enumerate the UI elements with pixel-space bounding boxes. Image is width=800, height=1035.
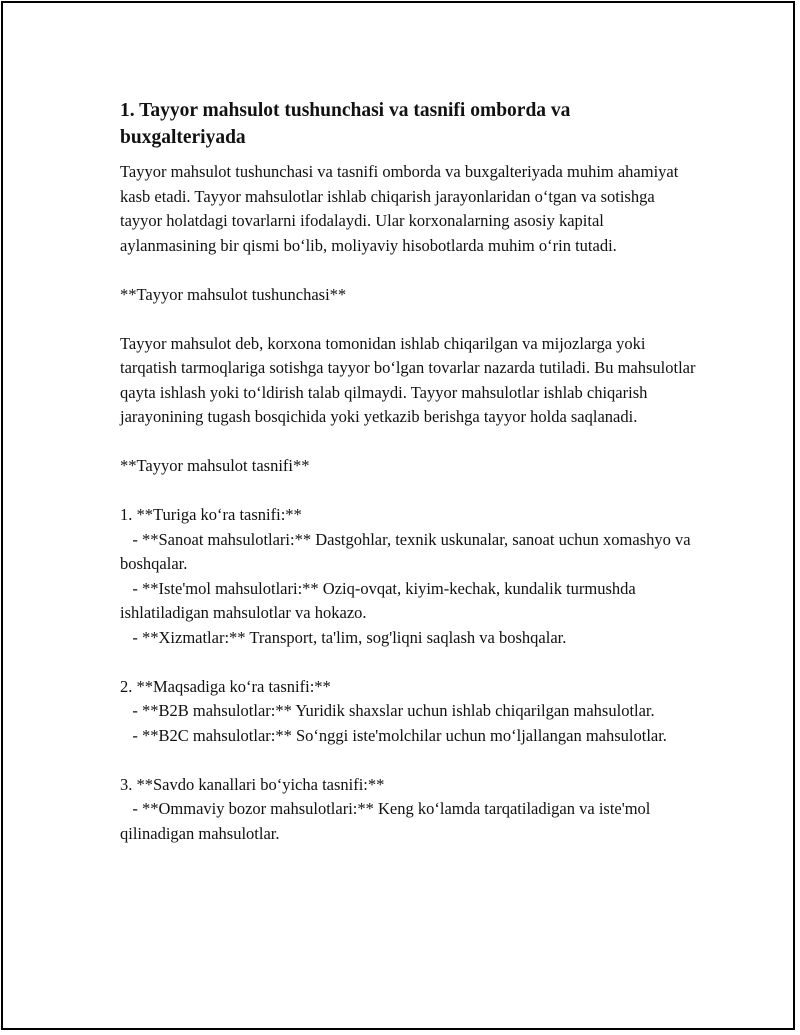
spacer (120, 258, 700, 283)
spacer (120, 430, 700, 455)
section-heading: 1. **Turiga ko‘ra tasnifi:** (120, 505, 302, 524)
list-item: - **Ommaviy bozor mahsulotlari:** Keng ko‘lamda tarqatiladigan va iste'mol qilinadigan mahsulotlar. (120, 799, 655, 843)
list-item: - **Xizmatlar:** Transport, ta'lim, sog'liqni saqlash va boshqalar. (120, 627, 567, 647)
list-item: - **Sanoat mahsulotlari:** Dastgohlar, texnik uskunalar, sanoat uchun xomashyo va boshqalar. (120, 529, 695, 573)
document-page (1, 1, 795, 1030)
spacer (120, 307, 700, 332)
spacer (120, 479, 700, 504)
list-item: - **B2C mahsulotlar:** So‘nggi iste'molchilar uchun mo‘ljallangan mahsulotlar. (120, 725, 667, 745)
spacer (120, 748, 700, 773)
classification-heading: **Tayyor mahsulot tasnifi** (120, 456, 310, 475)
section-type (120, 503, 700, 650)
concept-heading: **Tayyor mahsulot tushunchasi** (120, 284, 347, 304)
section-heading: 3. **Savdo kanallari bo‘yicha tasnifi:** (120, 774, 385, 794)
spacer (120, 650, 700, 675)
document-title: 1. Tayyor mahsulot tushunchasi va tasnifi omborda va buxgalteriyada (120, 100, 571, 148)
concept-paragraph: Tayyor mahsulot deb, korxona tomonidan ishlab chiqarilgan va mijozlarga yoki tarqatish tarmoqlariga sotishga tayyor bo‘lgan tovarlar nazarda tutiladi. Bu mahsulotlar qayta ishlash yoki to‘ldirish talab qilmaydi. Tayyor mahsulotlar ishlab chiqarish jarayonining tugash bosqichida yoki yetkazib berishga tayyor holda saqlanadi. (120, 333, 700, 426)
section-sales-channels (120, 773, 700, 847)
section-purpose (120, 675, 700, 749)
document-content (120, 97, 700, 846)
list-item: - **B2B mahsulotlar:** Yuridik shaxslar uchun ishlab chiqarilgan mahsulotlar. (120, 701, 655, 720)
section-heading: 2. **Maqsadiga ko‘ra tasnifi:** (120, 676, 331, 696)
list-item: - **Iste'mol mahsulotlari:** Oziq-ovqat, kiyim-kechak, kundalik turmushda ishlatiladigan mahsulotlar va hokazo. (120, 578, 640, 622)
intro-paragraph: Tayyor mahsulot tushunchasi va tasnifi omborda va buxgalteriyada muhim ahamiyat kasb etadi. Tayyor mahsulotlar ishlab chiqarish jarayonlaridan o‘tgan va sotishga tayyor holatdagi tovarlarni ifodalaydi. Ular korxonalarning asosiy kapital aylanmasining bir qismi bo‘lib, moliyaviy hisobotlarda muhim o‘rin tutadi. (120, 162, 683, 255)
